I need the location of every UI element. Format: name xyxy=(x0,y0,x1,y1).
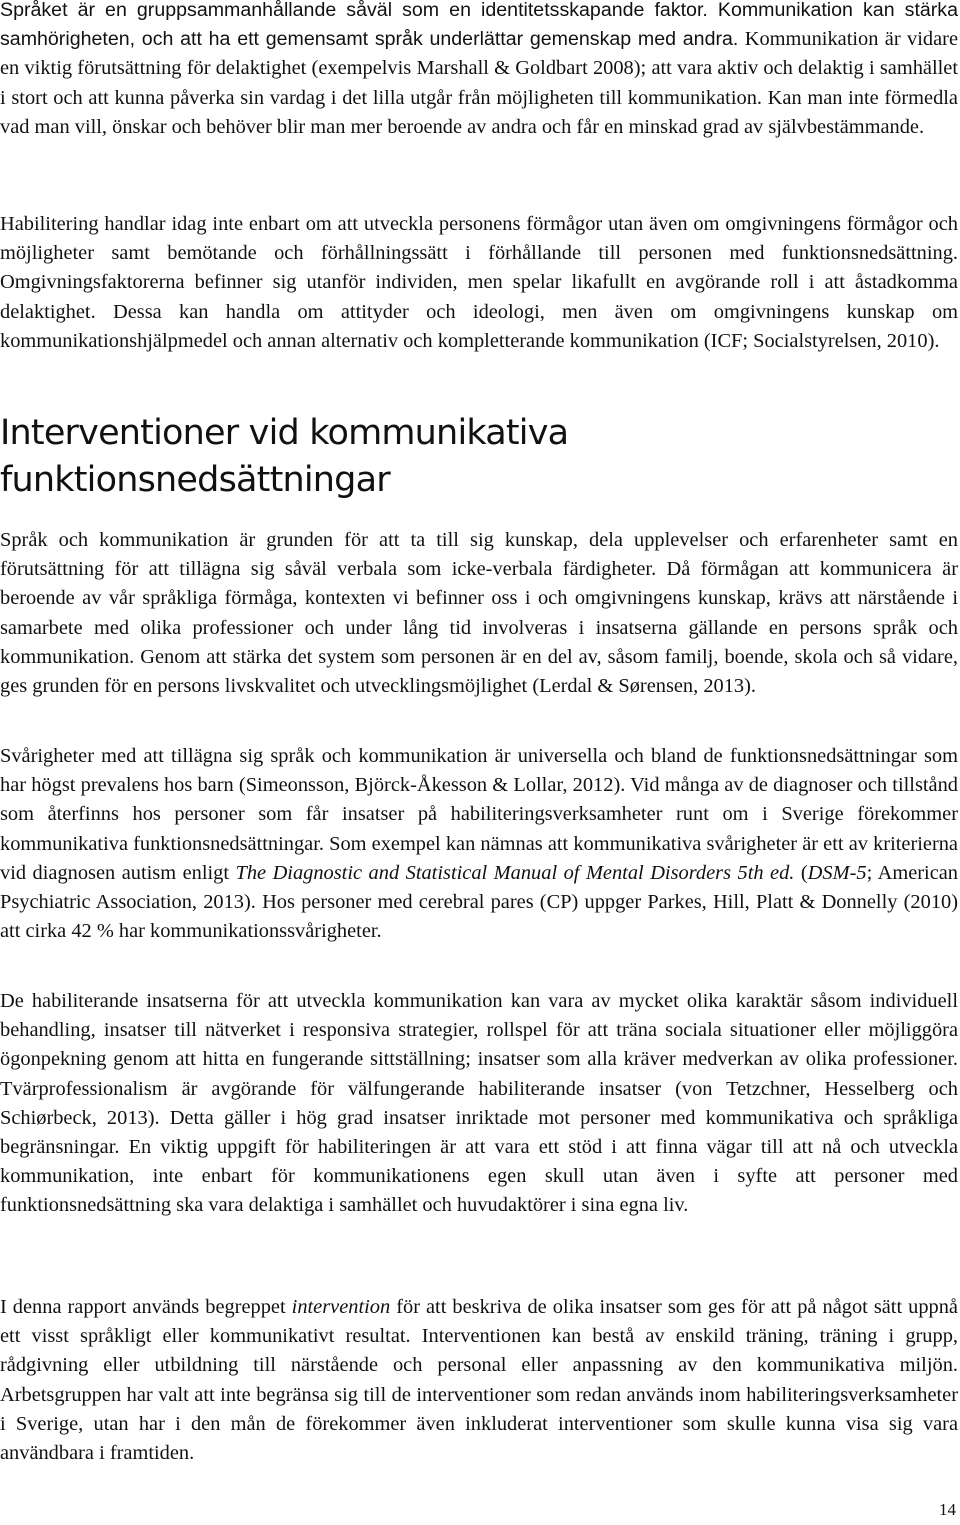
section-heading: Interventioner vid kommunikativa funktionsnedsättningar xyxy=(0,413,569,500)
paragraph-intro-part-c: Kan man inte förmedla vad man vill, önskar och behöver blir man mer beroende av andra och får en minskad grad av självbestämmande. xyxy=(0,86,958,138)
paragraph-svarigheter-part-c: ; American Psychiatric Association, 2013). Hos personer med cerebral pares (CP) uppger Parkes, Hill, Platt & Donnelly (2010) att cirka 42 % har kommunikationssvårigheter. xyxy=(0,861,958,943)
paragraph-intervention xyxy=(0,1293,958,1468)
paragraph-svarigheter-part-b: ( xyxy=(794,861,808,884)
paragraph-habiliterande-insatser: De habiliterande insatserna för att utveckla kommunikation kan vara av mycket olika karaktär såsom individuell behandling, insatser till nätverket i responsiva strategier, rollspel för att träna sociala situationer eller möjliggöra ögonpekning genom att hitta en fungerande sittställning; insatser som alla kräver medverkan av olika professioner. Tvärprofessionalism är avgörande för välfungerande habiliterande insatser (von Tetzchner, Hesselberg och Schiørbeck, 2013). Detta gäller i hög grad insatser inriktade mot personer med kommunikativa och språkliga begränsningar. En viktig uppgift för habiliteringen är att vara ett stöd i att finna vägar till att nå och utveckla kommunikation, inte enbart för kommunikationens egen skull utan även i syfte att personer med funktionsnedsättning ska vara delaktiga i samhället och huvudaktörer i sina egna liv. xyxy=(0,990,958,1217)
paragraph-intro-part-a: Språket är en gruppsammanhållande såväl som en identitetsskapande faktor. Kommunikation kan stärka samhörigheten, och att ha ett gemensamt språk underlättar gemenskap med andra. xyxy=(0,0,958,51)
paragraph-habilitering: Habilitering handlar idag inte enbart om att utveckla personens förmågor utan även om omgivningens förmågor och möjligheter samt bemötande och förhållningssätt i förhållande till personen med funktionsnedsättning. Omgivningsfaktorerna befinner sig utanför individen, men spelar likafullt en avgörande roll i att åstadkomma delaktighet. Dessa kan handla om attityder och ideologi, men även om omgivningens kunskap om kommunikationshjälpmedel och annan alternativ och kompletterande kommunikation (ICF; Socialstyrelsen, 2010). xyxy=(0,213,958,352)
paragraph-sprak: Språk och kommunikation är grunden för att ta till sig kunskap, dela upplevelser och erfarenheter samt en förutsättning för att tillägna sig såväl verbala som icke-verbala färdigheter. Då förmågan att kommunicera är beroende av vår språkliga förmåga, kontexten vi befinner oss i och omgivningens kunskap, krävs att närstående i samarbete med olika professioner och under lång tid involveras i insatserna gällande en persons språk och kommunikation. Genom att stärka det system som personen är en del av, såsom familj, boende, skola och så vidare, ges grunden för en persons livskvalitet och utvecklingsmöjlighet (Lerdal & Sørensen, 2013). xyxy=(0,529,958,698)
dsm-abbreviation: DSM-5 xyxy=(807,861,867,884)
paragraph-intro xyxy=(0,0,958,142)
page-number: 14 xyxy=(939,1500,956,1519)
dsm-manual-title: The Diagnostic and Statistical Manual of Mental Disorders 5th ed. xyxy=(235,861,795,884)
paragraph-svarigheter xyxy=(0,742,958,946)
paragraph-intervention-part-a: I denna rapport används begreppet xyxy=(0,1296,292,1318)
paragraph-svarigheter-part-a: Svårigheter med att tillägna sig språk och kommunikation är universella och bland de funktionsnedsättningar som har högst prevalens hos barn (Simeonsson, Björck-Åkesson & Lollar, 2012). Vid många av de diagnoser och tillstånd som återfinns hos personer som får insatser på habiliteringsverksamheter runt om i Sverige förekommer kommunikativa funktionsnedsättningar. Som exempel kan nämnas att kommunikativa svårigheter är ett av kriterierna vid diagnosen autism enligt xyxy=(0,745,958,884)
intervention-term: intervention xyxy=(291,1296,391,1318)
paragraph-intro-part-b: Kommunikation är vidare en viktig förutsättning för delaktighet (exempelvis Marshall & Goldbart 2008); att vara aktiv och delaktig i samhället i stort och att kunna påverka sin vardag i det lilla utgår från möjligheten till kommunikation. xyxy=(0,28,958,109)
paragraph-intervention-part-b: för att beskriva de olika insatser som ges för att på något sätt uppnå ett visst språkligt eller kommunikativt resultat. Interventionen kan bestå av enskild träning, träning i grupp, rådgivning eller utbildning till närstående och personal eller anpassning av den kommunikativa miljön. Arbetsgruppen har valt att inte begränsa sig till de interventioner som redan används inom habiliteringsverksamheter i Sverige, utan har i den mån de förekommer även inkluderat interventioner som skulle kunna visa sig vara användbara i framtiden. xyxy=(0,1296,958,1465)
